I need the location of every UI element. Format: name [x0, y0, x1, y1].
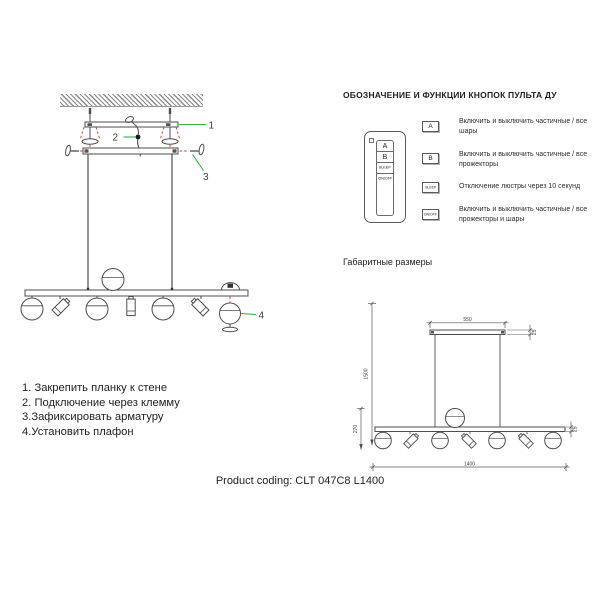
globe-shade: [375, 432, 392, 449]
dim-total-length: 1400: [463, 461, 476, 468]
remote-led: [369, 138, 374, 143]
dim-fixture-height: 270: [352, 424, 359, 434]
remote-button-sleep: [377, 163, 393, 174]
legend-desc-sleep: Отключение люстры через 10 секунд: [459, 183, 581, 190]
globe-shade: [432, 432, 449, 449]
installation-diagram: [0, 80, 300, 350]
key-icon-onoff-label: ON/OFF: [423, 212, 438, 217]
globe-ring: [223, 327, 238, 331]
callout-4: 4: [258, 310, 265, 322]
key-icon-b: B: [422, 153, 439, 164]
installation-steps: [22, 381, 180, 439]
dimension-arrows: [359, 440, 373, 451]
legend-desc-b: Включить и выключить частичные / все прожекторы: [459, 151, 588, 168]
fixture-bar: [25, 290, 248, 296]
dim-canopy-height: 25: [531, 329, 538, 336]
canopy: [83, 148, 178, 154]
key-icon-a: A: [422, 121, 439, 132]
remote-button-a: A: [377, 141, 393, 152]
spotlight: [404, 432, 420, 448]
side-screw: [65, 145, 72, 156]
remote-button-b: B: [377, 152, 393, 163]
remote-button-panel: [376, 140, 394, 216]
dim-canopy-width: 550: [463, 316, 472, 323]
remote-button-onoff-label: ON/OFF: [377, 176, 393, 181]
step-1: 1. Закрепить планку к стене: [22, 382, 168, 394]
fixture-bar: [375, 427, 565, 432]
globe-shade: [152, 298, 174, 320]
step-4: 4.Установить плафон: [22, 425, 134, 438]
key-icon-sleep-label: SLEEP: [424, 185, 437, 190]
globe-shade: [21, 298, 43, 320]
dimension-diagram: [340, 295, 600, 480]
key-icon-sleep: [422, 182, 439, 193]
fixture-outline: [375, 330, 565, 449]
spotlight: [52, 297, 71, 316]
legend-desc-a: Включить и выключить частичные / все шары: [459, 118, 588, 135]
callout-1: 1: [208, 120, 215, 132]
dim-bar-height: 25: [572, 426, 579, 433]
globe-shade: [102, 269, 124, 291]
callout-3: 3: [203, 172, 209, 183]
dim-total-height: 1500: [363, 368, 370, 380]
spotlight: [190, 297, 209, 316]
globe-shade: [545, 432, 562, 449]
globe-shade: [489, 432, 506, 449]
detached-globe: [220, 303, 241, 324]
mounting-bracket: [85, 122, 178, 127]
legend-desc-onoff: Включить и выключить частичные / все прожекторы и шары: [459, 206, 588, 223]
washer: [162, 139, 178, 144]
terminal-clamp: [136, 135, 141, 140]
spotlight: [460, 432, 476, 448]
canopy: [430, 330, 505, 335]
globe-shade: [446, 409, 465, 428]
spotlight: [517, 432, 533, 448]
remote-legend-title: ОБОЗНАЧЕНИЕ И ФУНКЦИИ КНОПОК ПУЛЬТА ДУ: [343, 90, 557, 100]
side-screw: [198, 144, 205, 155]
remote-button-onoff: [377, 174, 393, 183]
step-2: 2. Подключение через клемму: [22, 396, 180, 409]
step-3: 3.Зафиксировать арматуру: [22, 411, 164, 424]
key-icon-onoff: [422, 209, 439, 220]
remote-control: [364, 131, 406, 223]
callout-2: 2: [112, 132, 119, 144]
spotlight: [127, 297, 135, 316]
dimensions-title: Габаритные размеры: [343, 257, 433, 267]
remote-button-sleep-label: SLEEP: [379, 166, 392, 170]
mounting-assembly: [21, 108, 248, 332]
globe-shade: [86, 298, 108, 320]
product-coding: Product coding: CLT 047C8 L1400: [215, 475, 385, 487]
washer: [82, 139, 98, 144]
